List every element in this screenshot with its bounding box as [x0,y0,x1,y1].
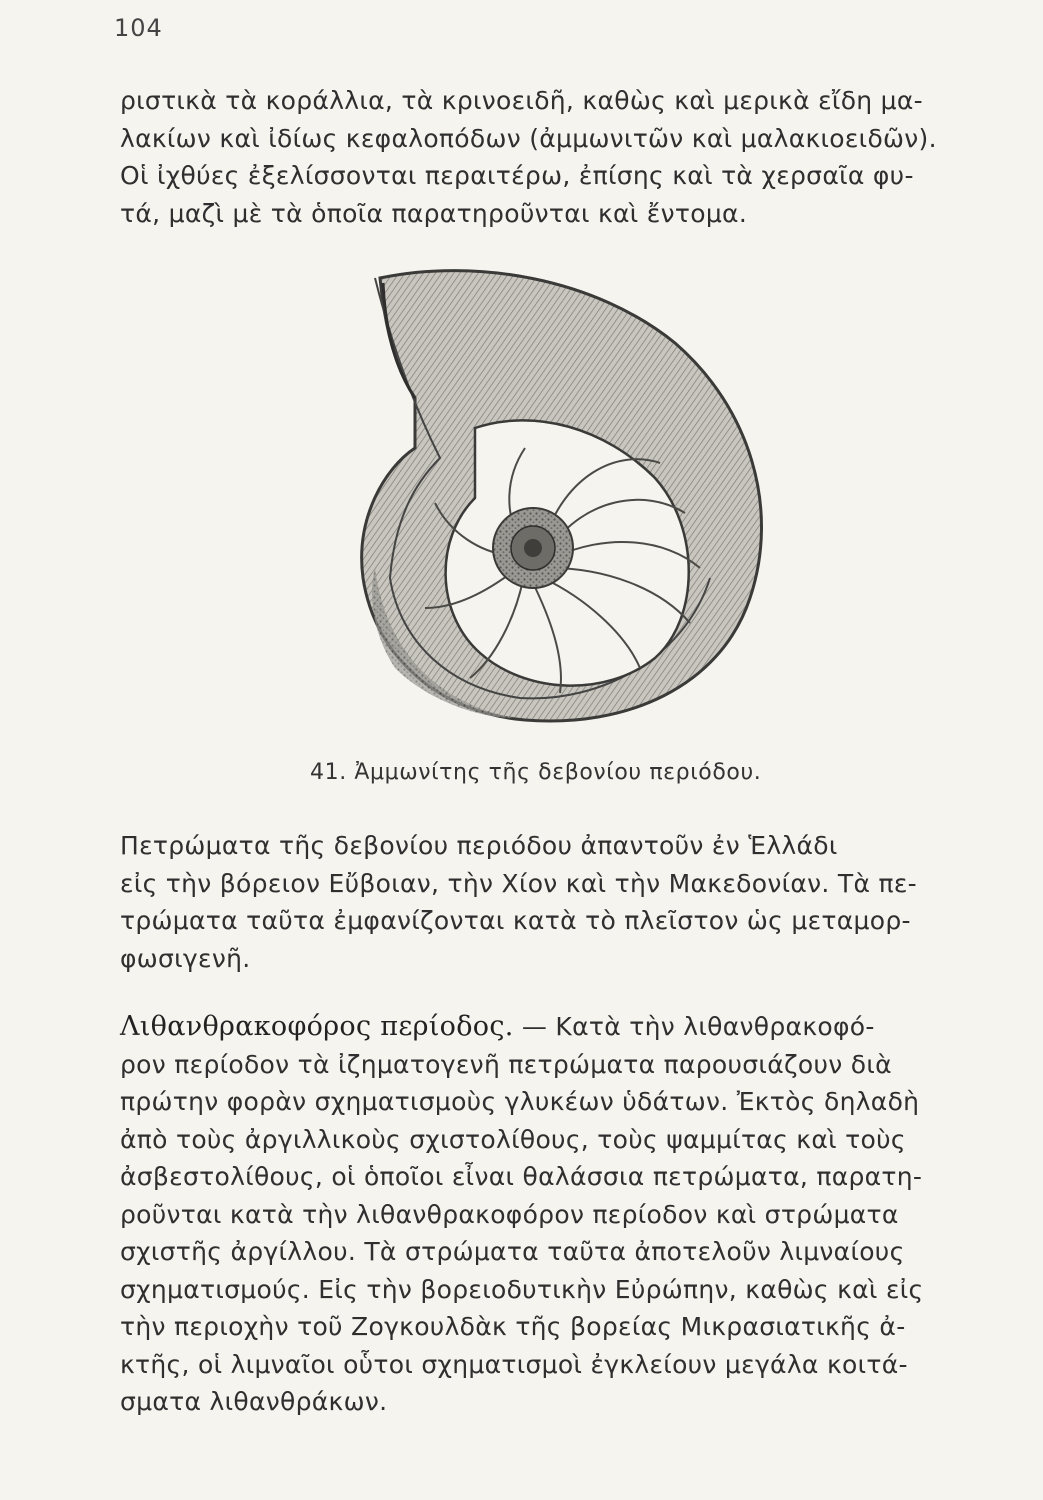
text-line: λακίων καὶ ἰδίως κεφαλοπόδων (ἀμμωνιτῶν καὶ μαλακιοειδῶν). [120,123,937,153]
paragraph-1 [120,82,937,232]
text-line: ρον περίοδον τὰ ἰζηματογενῆ πετρώματα παρουσιάζουν διὰ [120,1049,892,1079]
text-line [120,1008,930,1046]
page-number: 104 [114,14,163,42]
text-line: ροῦνται κατὰ τὴν λιθανθρακοφόρον περίοδον καὶ στρώματα [120,1199,899,1229]
text-line: εἰς τὴν βόρειον Εὔβοιαν, τὴν Χίον καὶ τὴν Μακεδονίαν. Τὰ πε- [120,868,917,898]
text-line: τά, μαζὶ μὲ τὰ ὁποῖα παρατηροῦνται καὶ ἔντομα. [120,198,748,228]
text-line: σματα λιθανθράκων. [120,1387,388,1416]
text-line: τρώματα ταῦτα ἐμφανίζονται κατὰ τὸ πλεῖστον ὡς μεταμορ- [120,906,911,935]
text-line: σχιστῆς ἀργίλλου. Τὰ στρώματα ταῦτα ἀποτελοῦν λιμναίους [120,1237,905,1266]
text-line: ἀσβεστολίθους, οἱ ὁποῖοι εἶναι θαλάσσια πετρώματα, παρατη- [120,1162,923,1191]
text-line: Οἱ ἰχθύες ἐξελίσσονται περαιτέρω, ἐπίσης καὶ τὰ χερσαῖα φυ- [120,161,914,190]
text-line: τὴν περιοχὴν τοῦ Ζογκουλδὰκ τῆς βορείας Μικρασιατικῆς ἀ- [120,1312,906,1341]
paragraph-2 [120,827,920,977]
text-line: Πετρώματα τῆς δεβονίου περιόδου ἀπαντοῦν ἐν Ἑλλάδι [120,831,838,860]
section-heading: Λιθανθρακοφόρος περίοδος. [120,1011,514,1042]
text-line: κτῆς, οἱ λιμναῖοι οὗτοι σχηματισμοὶ ἐγκλείουν μεγάλα κοιτά- [120,1349,908,1379]
text-line: ριστικὰ τὰ κοράλλια, τὰ κρινοειδῆ, καθὼς καὶ μερικὰ εἴδη μα- [120,86,923,115]
text-line: πρώτην φορὰν σχηματισμοὺς γλυκέων ὑδάτων. Ἐκτὸς δηλαδὴ [120,1087,920,1116]
text-line: σχηματισμούς. Εἰς τὴν βορειοδυτικὴν Εὐρώπην, καθὼς καὶ εἰς [120,1274,924,1304]
ammonite-fossil-icon [355,248,775,748]
paragraph-3 [120,1008,930,1421]
ammonite-figure [355,248,775,748]
text-fragment: — Κατὰ τὴν λιθανθρακοφό- [513,1012,875,1041]
text-line: φωσιγενῆ. [120,943,251,973]
text-line: ἀπὸ τοὺς ἀργιλλικοὺς σχιστολίθους, τοὺς ψαμμίτας καὶ τοὺς [120,1124,906,1154]
figure-caption: 41. Ἀμμωνίτης τῆς δεβονίου περιόδου. [310,760,762,785]
